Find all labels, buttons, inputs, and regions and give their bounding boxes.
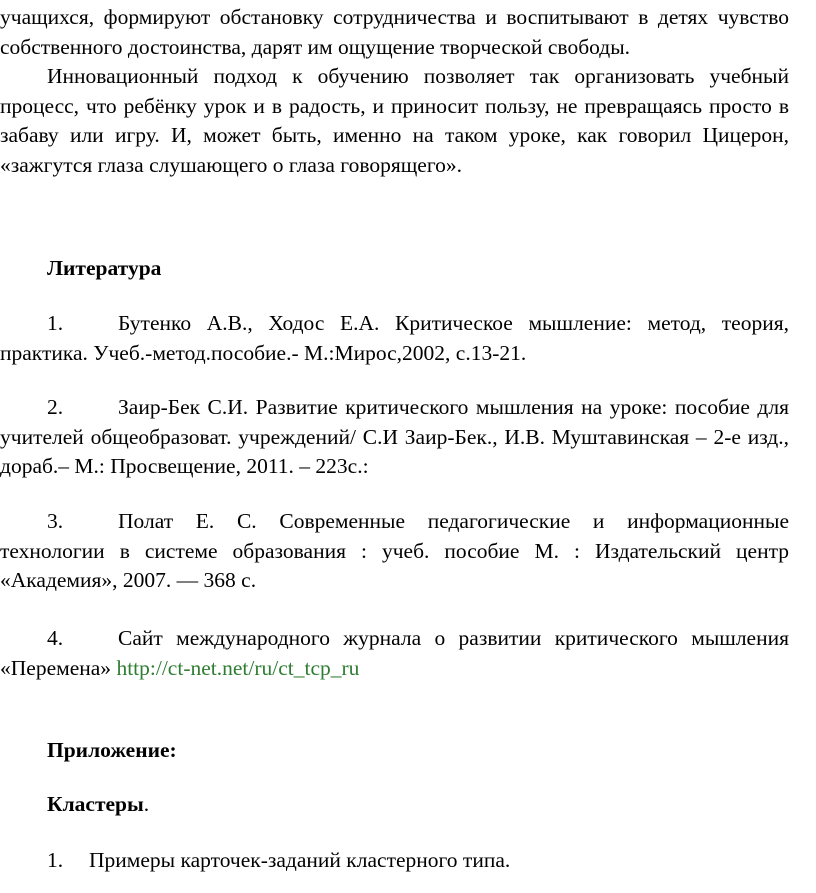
- appendix-heading: Приложение:: [47, 738, 177, 762]
- reference-number: 1.: [47, 311, 64, 335]
- journal-link[interactable]: http://ct-net.net/ru/ct_tcp_ru: [116, 655, 360, 680]
- appendix-list-item: [47, 846, 510, 876]
- literature-heading: Литература: [47, 256, 162, 280]
- clusters-heading: [47, 790, 149, 820]
- reference-item: [0, 309, 789, 368]
- clusters-heading-dot: .: [143, 792, 150, 816]
- reference-text: Бутенко А.В., Ходос Е.А. Критическое мышление: метод, теория, практика. Учеб.-метод.пособие.- М.:Мирос,2002, с.13-21.: [0, 311, 789, 365]
- reference-number: 3.: [47, 509, 64, 533]
- reference-number: 4.: [47, 626, 64, 650]
- reference-item: [0, 624, 789, 683]
- appendix-list-text: Примеры карточек-заданий кластерного типа.: [89, 848, 511, 872]
- intro-paragraph: Инновационный подход к обучению позволяет так организовать учебный процесс, что ребёнку урок и в радость, и приносит пользу, не превращаясь просто в забаву или игру. И, может быть, именно на таком уроке, как говорил Цицерон, «зажгутся глаза слушающего о глаза говорящего».: [0, 64, 789, 177]
- intro-paragraph-continued: учащихся, формируют обстановку сотрудничества и воспитывают в детях чувство собственного достоинства, дарят им ощущение творческой свободы.: [0, 5, 789, 59]
- clusters-heading-text: Кластеры: [47, 792, 144, 816]
- reference-item: [0, 393, 789, 482]
- reference-text: Сайт международного журнала о развитии критического мышления «Перемена»: [0, 626, 789, 680]
- appendix-list-number: 1.: [47, 848, 64, 872]
- reference-item: [0, 507, 789, 596]
- reference-number: 2.: [47, 395, 64, 419]
- reference-text: Заир-Бек С.И. Развитие критического мышления на уроке: пособие для учителей общеобразоват. учреждений/ С.И Заир-Бек., И.В. Муштавинская – 2-е изд., дораб.– М.: Просвещение, 2011. – 223с.:: [0, 395, 789, 478]
- reference-text: Полат Е. С. Современные педагогические и информационные технологии в системе образования : учеб. пособие М. : Издательский центр «Академия», 2007. — 368 с.: [0, 509, 789, 592]
